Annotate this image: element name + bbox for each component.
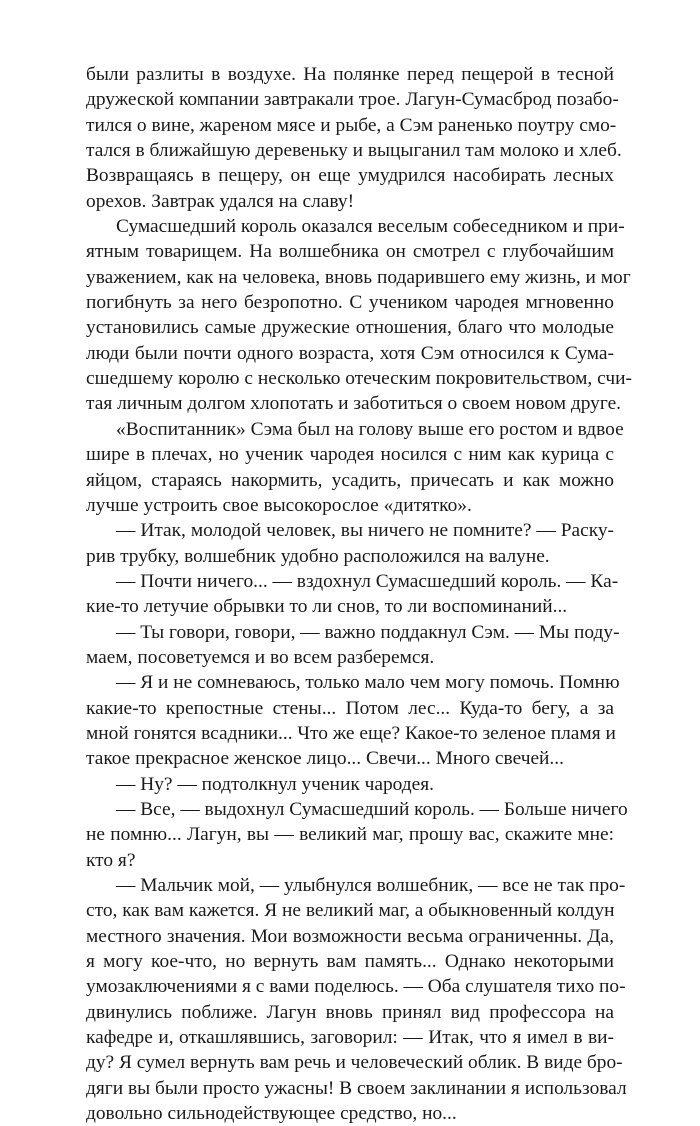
text-line: мной гонятся всадники... Что же еще? Какое-то зеленое пламя и — [86, 722, 616, 744]
text-line: были разлиты в воздухе. На полянке перед пещерой в тесной — [86, 64, 614, 85]
text-line: маем, посоветуемся и во всем разберемся. — [86, 646, 435, 668]
text-line: — Все, — выдохнул Сумасшедший король. — Больше ничего — [116, 798, 628, 820]
text-line: — Почти ничего... — вздохнул Сумасшедший король. — Ка- — [116, 570, 619, 592]
text-line: кие-то летучие обрывки то ли снов, то ли воспоминаний... — [86, 596, 568, 618]
text-line: уважением, как на человека, вновь подарившего ему жизнь, и мог — [86, 266, 631, 288]
text-line: — Мальчик мой, — улыбнулся волшебник, — все не так про- — [116, 875, 626, 896]
text-line: такое прекрасное женское лицо... Свечи... Много свечей... — [86, 748, 564, 770]
text-line: сто, как вам кажется. Я не великий маг, а обыкновенный колдун — [86, 900, 615, 922]
text-line: кто я? — [86, 849, 136, 871]
text-line: «Воспитанник» Сэма был на голову выше его ростом и вдвое — [116, 418, 624, 440]
paragraph — [86, 62, 622, 214]
text-line: орехов. Завтрак удался на славу! — [86, 190, 355, 212]
text-line: лучше устроить свое высокорослое «дитятко». — [86, 494, 472, 516]
text-line: дяги вы были просто ужасны! В своем заклинании я использовал — [86, 1077, 627, 1099]
text-line: яйцом, стараясь накормить, усадить, причесать и как можно — [86, 469, 614, 491]
text-line: шире в плечах, но ученик чародея носился с ним как курица с — [86, 444, 614, 466]
text-line: довольно сильнодействующее средство, но... — [86, 1103, 457, 1125]
paragraph — [86, 772, 614, 797]
text-line: Сумасшедший король оказался веселым собеседником и при- — [116, 216, 625, 238]
text-line: местного значения. Мои возможности весьма ограниченны. Да, — [86, 925, 614, 947]
text-line: дружеской компании завтракали трое. Лагун-Сумасброд позабо- — [86, 89, 619, 111]
text-line: ятным товарищем. На волшебника он смотрел с глубочайшим — [86, 241, 614, 263]
paragraph — [86, 569, 619, 620]
text-line: тая личным долгом хлопотать и заботиться о своем новом друге. — [86, 393, 622, 415]
paragraph — [86, 417, 624, 518]
text-line: не помню... Лагун, вы — великий маг, прошу вас, скажите мне: — [86, 824, 614, 846]
paragraph — [86, 797, 628, 873]
paragraph — [86, 518, 614, 569]
text-line: тался в ближайшую деревеньку и выцыганил там молоко и хлеб. — [86, 140, 622, 162]
book-page — [86, 62, 632, 1126]
text-line: — Ну? — подтолкнул ученик чародея. — [116, 773, 435, 795]
text-line: — Итак, молодой человек, вы ничего не помните? — Раску- — [116, 520, 614, 542]
text-line: рив трубку, волшебник удобно расположился на валуне. — [86, 545, 550, 567]
text-line: кафедре и, откашлявшись, заговорил: — Итак, что я имел в ви- — [86, 1027, 614, 1049]
text-line: какие-то крепостные стены... Потом лес... Куда-то бегу, а за — [86, 697, 614, 719]
text-line: люди были почти одного возраста, хотя Сэм относился к Сума- — [86, 342, 614, 364]
text-line: тился о вине, жареном мясе и рыбе, а Сэм раненько поутру смо- — [86, 114, 617, 136]
text-line: ду? Я сумел вернуть вам речь и человеческий облик. В виде бро- — [86, 1052, 623, 1074]
text-line: Возвращаясь в пещеру, он еще умудрился насобирать лесных — [86, 165, 614, 187]
paragraph — [86, 670, 620, 771]
text-line: двинулись поближе. Лагун вновь принял вид профессора на — [86, 1001, 614, 1023]
text-line: — Я и не сомневаюсь, только мало чем могу помочь. Помню — [116, 672, 620, 694]
text-line: умозаключениями я с вами поделюсь. — Оба слушателя тихо по- — [86, 976, 626, 998]
text-line: я могу кое-что, но вернуть вам память... Однако некоторыми — [86, 951, 614, 973]
paragraph — [86, 214, 632, 417]
text-line: — Ты говори, говори, — важно поддакнул Сэм. — Мы поду- — [116, 621, 620, 643]
paragraph — [86, 620, 620, 671]
text-line: сшедшему королю с несколько отеческим покровительством, счи- — [86, 368, 632, 390]
text-line: установились самые дружеские отношения, благо что молодые — [86, 317, 614, 339]
text-line: погибнуть за него безропотно. С учеником чародея мгновенно — [86, 292, 614, 314]
